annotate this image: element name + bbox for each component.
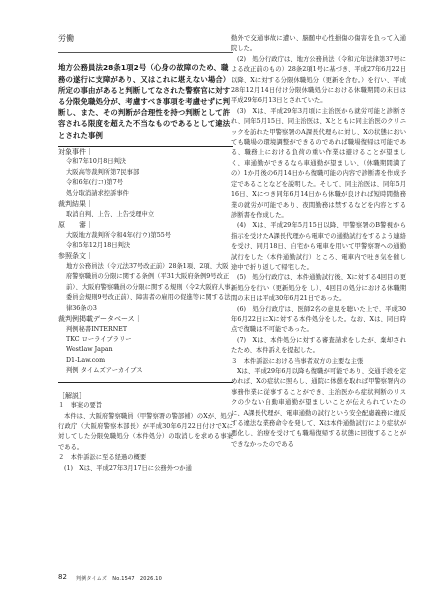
original-heading: 原 審｜ <box>58 221 93 230</box>
category-label: 労働 <box>58 34 74 43</box>
db-line: TKC ローライブラリー <box>66 336 132 344</box>
original-line: 令和5年12月18日判決 <box>66 242 131 250</box>
body-paragraph: (7) Xは、本件処分に対する審査請求をしたが、棄却されたため、本件訴えを提起した。 <box>231 336 406 355</box>
result-lines <box>58 210 233 220</box>
left-column <box>58 34 233 474</box>
commentary-paragraph: 本件は、大阪府警察職員（甲警察署の警部補）のXが、処分行政庁（大阪府警察本部長）が平成30年6月22日付けでXに対してした分限免職処分（本件処分）の取消しを求める事案である。 <box>58 412 233 451</box>
case-heading: 対象事件｜ <box>58 147 93 156</box>
ref-text: 地方公務員法（令元法37号改正前）28条1項、2項、大阪府警察職員の分限に関する条例（平31大阪府条例9号改正前）、大阪府警察職員の分限に関する規則（令2大阪府人事委員会規則9号改正前）、障害者の雇用の促進等に関する法律36条の3 <box>66 263 231 312</box>
body-paragraph: (3) Xは、平成29年3月頃に主治医から就労可能と診断され、同年5月15日、同主治医は、Xとともに同主治医のクリニックを訪れた甲警察署のA課長代理らに対し、Xの状態においても職場の環境調整ができるのであれば職場復帰は可能である、職務上における負荷の重い作業は避けることが望ましく、車通勤ができるなら車通勤が望ましい、（休職期間満了の）1か月後の6月14日から復職可能の内容で診断書を作成予定であることなどを説明した。そして、同主治医は、同年5月16日、Xにつき同年6月14日から休職が良ければ短時間勤務業の就労が可能であり、夜間勤務は禁するなどを内容とする診断書を作成した。 <box>231 107 406 219</box>
db-line: D1-Law.com <box>66 356 106 364</box>
body-subheading: ３ 本件訴訟における当事者双方の主要な主張 <box>231 357 364 365</box>
journal-line: 判例タイムズ No.1547 2026.10 <box>76 576 163 582</box>
commentary-subheading: １ 事案の要旨 <box>58 402 103 410</box>
db-line: Westlaw Japan <box>66 346 113 354</box>
case-line: 令和7年10月8日判決 <box>66 158 127 166</box>
category-divider <box>58 52 233 53</box>
db-heading: 裁判例掲載データベース｜ <box>58 315 142 324</box>
commentary-paragraph: (1) Xは、平成27年3月17日に公務外つか通 <box>64 464 192 472</box>
db-line: 判例秘書INTERNET <box>66 325 128 333</box>
original-line: 大阪地方裁判所令和4年(行ウ)第55号 <box>66 231 172 239</box>
page-number: 82 <box>58 573 67 581</box>
db-lines <box>58 325 233 377</box>
case-line: 令和6年(行コ)第7号 <box>66 179 124 187</box>
body-paragraph: (4) Xは、平成29年5月15日以降、甲警察署のB警視から指示を受けたA課長代理から電車での通勤試行をするよう連絡を受け、同月18日、自宅から電車を用いて甲警察署への通勤試行をした（本件通勤試行）ところ、電車内で吐き気を催し途中で折り返して帰宅した。 <box>231 222 406 271</box>
original-lines <box>58 231 233 252</box>
case-headline: 地方公務員法28条1項2号（心身の故障のため、職務の遂行に支障があり、又はこれに堪えない場合）所定の事由があると判断してなされた警察官に対する分限免職処分が、考慮すべき事項を考慮せずに判断し、また、その判断が合理性を持つ判断として許容される限度を超えた不当なものであるとして違法とされた事例 <box>58 63 231 140</box>
body-paragraph: 勤外で交通事故に遭い、脳髄中心性損傷の傷害を負って入通院した。 <box>231 35 406 53</box>
commentary-subheading: ２ 本件訴訟に至る経過の概要 <box>58 454 147 462</box>
case-lines <box>58 157 233 199</box>
commentary-heading: ［解説］ <box>58 391 86 400</box>
right-column <box>231 34 406 450</box>
case-line: 処分取消請求控訴事件 <box>66 189 129 197</box>
result-line: 取消自判、上告、上告受理申立 <box>66 210 155 218</box>
case-line: 大阪高等裁判所第7民事部 <box>66 168 140 176</box>
body-paragraph: (6) 処分行政庁は、医師2名の意見を聴いた上で、平成30年6月22日にXに対する本件処分をした。なお、Xは、同日時点で復職は不可能であった。 <box>231 305 406 334</box>
body-paragraph: Xは、平成29年6月以降も復職が可能であり、交通手段を定めれば、Xの症状に照らし、通院に体憩を取れば甲警察署内の事務作業に従事することができ、主治医から症状判断のリスクの少ない自動車通勤が望ましいことが伝えられていたのに、A課長代理が、電車通勤の試行という安全配慮義務に違反する違法な業務命令を発して、Xは本件通勤試行により症状が悪化し、治療を受けても職場復帰する状態に回復することができなかったのである <box>231 368 406 448</box>
body-paragraph: (2) 処分行政庁は、地方公務員法（令和元年法律第37号による改正前のもの）28条2項1号に基づき、平成27年6月22日以降、Xに対する分限休職処分（更新を含む。）を行い、平成28年12月14日付け分限休職処分における休職期間の末日は平成29年6月13日とされていた。 <box>231 55 406 105</box>
db-line: 判例 タイムズアーカイブス <box>66 367 143 375</box>
metadata-bottom-rule <box>58 382 233 383</box>
body-paragraph: (5) 処分行政庁は、本件通勤試行後、Xに対する4回目の更新処分を行い（更新処分を し）、4回目の処分における休職期間の末日は平成30年6月21日であった。 <box>231 274 406 303</box>
ref-heading: 参照条文｜ <box>58 252 93 261</box>
result-heading: 裁判結果｜ <box>58 200 93 209</box>
